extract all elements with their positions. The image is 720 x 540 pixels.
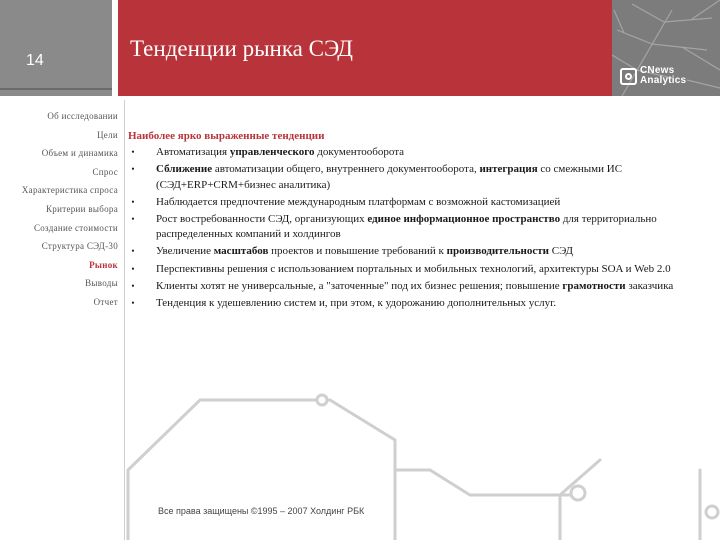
trend-text: Наблюдается предпочтение международным платформам с возможной кастомизацией (156, 195, 561, 208)
bullet-icon: • (131, 196, 135, 207)
sidebar-item-4[interactable]: Спрос (92, 166, 118, 177)
slide-title: Тенденции рынка СЭД (130, 36, 353, 61)
logo-line-1: CNews (640, 65, 675, 76)
page-number-block (0, 0, 112, 96)
trend-text: документооборота (314, 146, 405, 159)
trend-item (128, 212, 708, 242)
copyright-footer: Все права защищены ©1995 – 2007 Холдинг РБК (158, 506, 365, 516)
trend-item (128, 296, 708, 311)
header-rule (0, 88, 112, 90)
logo-line-2: Analytics (640, 75, 687, 86)
sidebar-item-8[interactable]: Структура СЭД-30 (41, 241, 118, 252)
cnews-logo (620, 66, 686, 86)
bullet-icon: • (131, 280, 135, 291)
sidebar-item-9[interactable]: Рынок (89, 259, 118, 270)
trend-emphasis: грамотности (562, 279, 626, 292)
trend-text: СЭД (549, 245, 573, 258)
trend-text: автоматизации общего, внутреннего документооборота, (212, 163, 480, 176)
trend-text: со смежными ИС (СЭД+ERP+CRM+бизнес аналитика) (156, 163, 623, 191)
trend-text: Тенденция к удешевлению систем и, при этом, к удорожанию дополнительных услуг. (156, 297, 557, 310)
trend-emphasis: управленческого (229, 146, 315, 159)
bullet-icon: • (131, 246, 135, 257)
circuit-node-3 (706, 506, 718, 518)
trend-item (128, 244, 708, 259)
trend-emphasis: масштабов (213, 245, 269, 258)
trend-text: Увеличение (156, 245, 214, 258)
trend-emphasis: производительности (446, 245, 550, 258)
bullet-icon: • (131, 214, 135, 225)
circuit-node-2 (571, 486, 585, 500)
sidebar-item-10[interactable]: Выводы (85, 278, 118, 289)
sidebar-nav (0, 107, 118, 312)
logo-area (612, 0, 720, 96)
circuit-trace-1 (128, 400, 395, 540)
trend-text: Перспективны решения с использованием портальных и мобильных технологий, архитектуры SOA и Web 2.0 (156, 262, 671, 275)
trend-emphasis: единое информационное пространство (367, 213, 561, 226)
sidebar-item-1[interactable]: Об исследовании (47, 111, 118, 121)
circuit-trace-3 (430, 460, 600, 495)
circuit-node-1 (317, 395, 327, 405)
trend-list (128, 145, 708, 311)
trend-text: заказчика (625, 279, 674, 292)
trend-emphasis: интеграция (479, 163, 538, 176)
trend-text: проектов и повышение требований к (268, 245, 447, 258)
bullet-icon: • (131, 164, 135, 175)
content-heading: Наиболее ярко выраженные тенденции (128, 130, 325, 142)
main-content (128, 129, 708, 313)
trend-item (128, 195, 708, 210)
bullet-icon: • (131, 147, 135, 158)
bullet-icon: • (131, 298, 135, 309)
sidebar-item-6[interactable]: Критерии выбора (46, 203, 118, 214)
trend-emphasis: Сближение (156, 163, 213, 176)
nav-divider (124, 100, 125, 540)
cnews-logo-icon (620, 68, 637, 85)
sidebar-item-11[interactable]: Отчет (93, 296, 118, 307)
trend-item (128, 162, 708, 192)
sidebar-item-3[interactable]: Объем и динамика (41, 148, 118, 159)
sidebar-item-2[interactable]: Цели (96, 129, 118, 140)
sidebar-item-5[interactable]: Характеристика спроса (21, 185, 118, 196)
trend-text: Клиенты хотят не универсальные, а "заточенные" под их бизнес решения; повышение (156, 279, 563, 292)
trend-text: Автоматизация (156, 146, 230, 159)
bullet-icon: • (131, 263, 135, 274)
trend-item (128, 145, 708, 160)
trend-item (128, 279, 708, 294)
trend-text: Рост востребованности СЭД, организующих (156, 213, 368, 226)
trend-text: для территориально распределенных компаний и холдингов (156, 213, 657, 241)
trend-item (128, 262, 708, 277)
page-number: 14 (26, 52, 44, 69)
title-bar (118, 0, 612, 96)
sidebar-item-7[interactable]: Создание стоимости (33, 222, 118, 233)
